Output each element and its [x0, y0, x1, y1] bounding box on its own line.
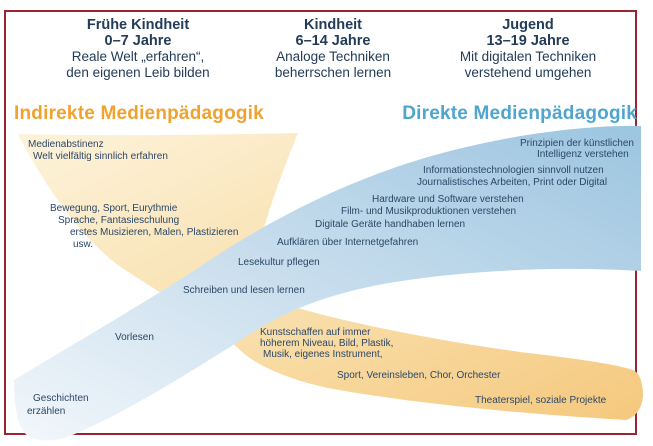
band-label: erstes Musizieren, Malen, Plastizieren	[70, 227, 239, 238]
band-label: Sport, Vereinsleben, Chor, Orchester	[337, 370, 501, 381]
age-column-range: 6–14 Jahre	[295, 33, 371, 49]
band-label: Prinzipien der künstlichen	[520, 138, 634, 149]
band-label: Film- und Musikproduktionen verstehen	[341, 206, 517, 217]
band-label: Intelligenz verstehen	[537, 149, 629, 160]
band-label: Geschichten	[33, 393, 89, 404]
band-label: Medienabstinenz	[28, 139, 104, 150]
band-label: Schreiben und lesen lernen	[183, 285, 305, 296]
age-column-range: 13–19 Jahre	[486, 33, 570, 49]
age-column-youth	[408, 17, 648, 81]
band-label: Kunstschaffen auf immer	[260, 327, 371, 338]
band-label: Journalistisches Arbeiten, Print oder Digital	[417, 177, 608, 188]
band-label: Bewegung, Sport, Eurythmie	[50, 203, 178, 214]
age-column-desc: Analoge Techniken	[276, 49, 390, 64]
age-column-desc: verstehend umgehen	[464, 65, 592, 80]
band-label: usw.	[73, 239, 94, 250]
band-label: Aufklären über Internetgefahren	[277, 237, 419, 248]
age-column-range: 0–7 Jahre	[104, 33, 172, 49]
age-column-title: Frühe Kindheit	[86, 17, 190, 33]
band-label: erzählen	[27, 406, 66, 417]
band-label: Informationstechnologien sinnvoll nutzen	[423, 165, 604, 176]
age-column-desc: Reale Welt „erfahren“,	[71, 49, 205, 64]
band-label: höherem Niveau, Bild, Plastik,	[260, 338, 394, 349]
age-column-title: Kindheit	[304, 17, 362, 33]
headline-direct-media-pedagogy: Direkte Medienpädagogik	[402, 103, 637, 124]
band-label: Sprache, Fantasieschulung	[58, 215, 180, 226]
band-label: Welt vielfältig sinnlich erfahren	[33, 151, 168, 162]
band-label: Hardware und Software verstehen	[372, 194, 524, 205]
age-column-title: Jugend	[502, 17, 554, 33]
age-column-desc: Mit digitalen Techniken	[459, 49, 597, 64]
band-label: Vorlesen	[115, 332, 154, 343]
band-label: Digitale Geräte handhaben lernen	[315, 219, 466, 230]
headline-indirect-media-pedagogy: Indirekte Medienpädagogik	[14, 103, 264, 124]
age-column-desc: beherrschen lernen	[274, 65, 392, 80]
age-column-desc: den eigenen Leib bilden	[66, 65, 210, 80]
band-label: Lesekultur pflegen	[238, 257, 320, 268]
band-label: Theaterspiel, soziale Projekte	[475, 395, 607, 406]
band-label: Musik, eigenes Instrument,	[263, 349, 383, 360]
